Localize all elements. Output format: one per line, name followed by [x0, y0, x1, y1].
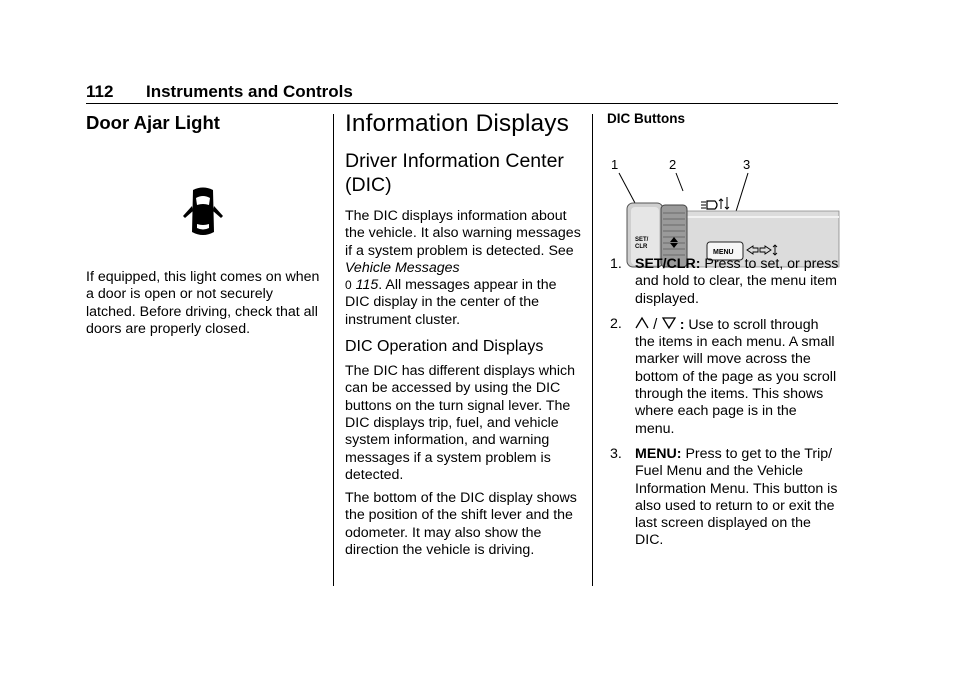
scroll-up-icon	[635, 316, 653, 333]
item-key	[635, 317, 684, 333]
item-separator: /	[653, 315, 662, 333]
dic-heading: Driver Information Center (DIC)	[345, 150, 564, 196]
xref-page-link[interactable]: 115	[355, 277, 379, 294]
set-clr-label-line2: CLR	[635, 244, 648, 250]
door-ajar-section	[86, 112, 326, 338]
dic-buttons-list	[607, 256, 839, 550]
dic-operation-heading: DIC Operation and Displays	[345, 338, 544, 356]
callout-1: 1	[611, 157, 619, 172]
xref-arrow-icon: 0	[345, 278, 352, 293]
item-colon: :	[679, 316, 685, 333]
dic-display-paragraph: The bottom of the DIC display shows the position of the shift lever and the odometer. It may also show the direction the vehicle is driving.	[345, 490, 577, 559]
list-item	[607, 256, 839, 308]
dic-buttons-heading: DIC Buttons	[607, 111, 685, 126]
callout-2: 2	[669, 157, 677, 172]
item-key: SET/CLR:	[635, 256, 701, 272]
list-item	[607, 316, 839, 438]
door-ajar-icon	[181, 186, 225, 240]
menu-label: MENU	[713, 249, 734, 256]
dic-body-text-end: . All messages appear in the DIC display in the center of the instrument cluster.	[345, 277, 557, 328]
item-text: Press to set, or press and hold to clear, the menu item displayed.	[635, 256, 839, 307]
page-header	[86, 82, 838, 104]
information-displays-section	[345, 109, 583, 559]
information-displays-heading: Information Displays	[345, 110, 569, 137]
dic-buttons-diagram	[607, 147, 839, 256]
item-number: 2.	[610, 315, 622, 332]
door-ajar-body: If equipped, this light comes on when a door is open or not securely latched. Before driving, check that all doors are properly closed.	[86, 269, 320, 337]
scroll-down-icon	[662, 316, 680, 333]
header-rule	[86, 103, 838, 104]
dic-buttons-section	[607, 111, 839, 558]
callout-3: 3	[743, 157, 751, 172]
set-clr-label-line1: SET/	[635, 237, 649, 243]
item-number: 3.	[610, 445, 622, 462]
column-divider	[333, 114, 334, 586]
chapter-title: Instruments and Controls	[146, 82, 353, 101]
list-item	[607, 446, 839, 550]
page-number: 112	[86, 82, 114, 101]
item-text: Use to scroll through the items in each menu. A small marker will move across the bottom of the page as you scroll through the items. This shows where each page is in the menu.	[635, 316, 837, 437]
item-key: MENU:	[635, 445, 682, 462]
dic-body	[345, 208, 583, 329]
door-ajar-heading: Door Ajar Light	[86, 112, 220, 133]
dic-body-text: The DIC displays information about the vehicle. It also warning messages if a system problem is detected. See	[345, 208, 581, 259]
item-text: Press to get to the Trip/ Fuel Menu and the Vehicle Information Menu. This button is also used to return to or exit the last screen displayed on the DIC.	[635, 445, 838, 549]
column-divider	[592, 114, 593, 586]
dic-operation-paragraph: The DIC has different displays which can be accessed by using the DIC buttons on the turn signal lever. The DIC displays trip, fuel, and vehicle system information, and warning messages if a system problem is detected.	[345, 363, 575, 483]
vehicle-messages-link[interactable]: Vehicle Messages	[345, 259, 460, 276]
item-number: 1.	[610, 256, 622, 272]
